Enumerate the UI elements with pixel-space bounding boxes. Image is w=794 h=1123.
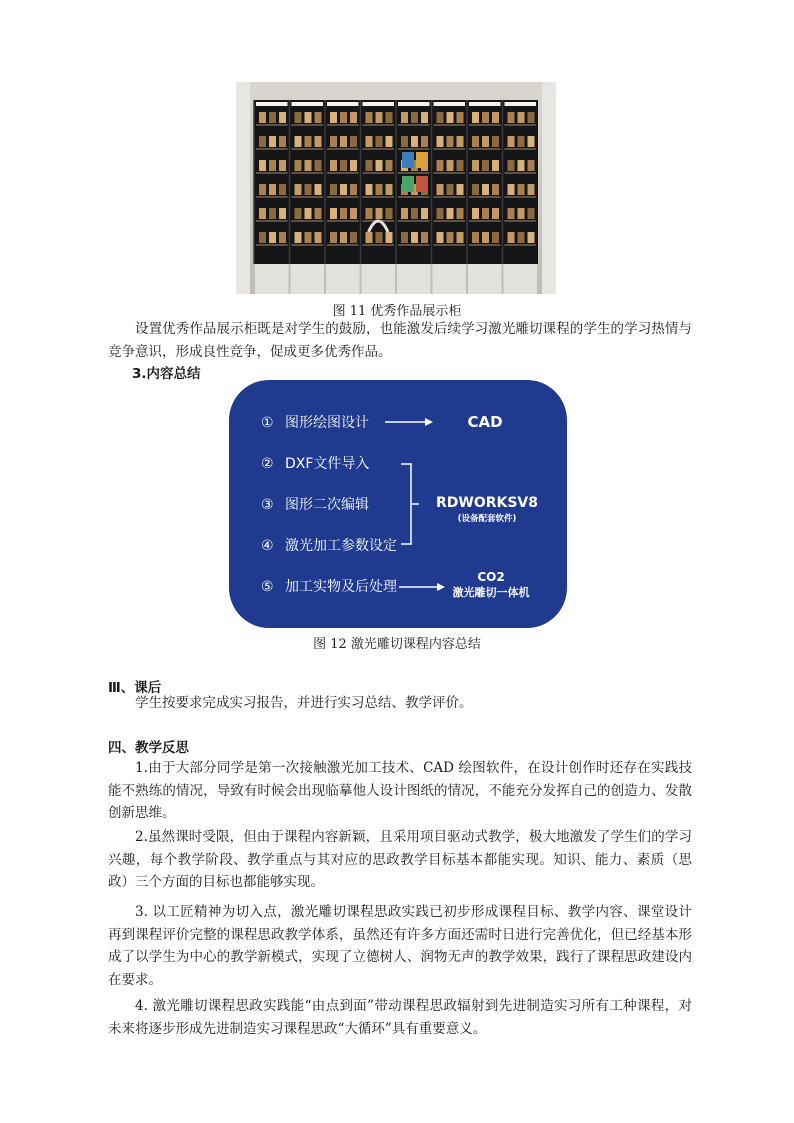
display-item [295,160,302,171]
cabinet-drawer [255,264,289,294]
display-item [340,208,347,219]
cabinet-shelf [292,172,324,174]
display-item [528,112,535,123]
display-item [472,184,479,195]
display-item [376,136,383,147]
cabinet-shelf [434,172,466,174]
display-item [340,136,347,147]
cabinet-shelf [434,148,466,150]
display-item [411,232,418,243]
display-item [315,232,322,243]
cabinet-shelf [363,244,395,246]
cabinet-shelf [327,196,359,198]
cabinet-shelf [327,148,359,150]
cabinet-shelf [434,196,466,198]
display-item [472,208,479,219]
cabinet-drawer [362,264,396,294]
step-2-num: ② [261,456,274,472]
display-item [330,112,337,123]
display-item [340,160,347,171]
display-item [457,208,464,219]
cabinet-shelf [363,172,395,174]
cabinet-shelf [505,172,537,174]
display-item [330,184,337,195]
display-item [376,184,383,195]
display-item [518,208,525,219]
cabinet-shelf [292,148,324,150]
cabinet-drawer [468,264,502,294]
display-item [482,184,489,195]
display-item [437,232,444,243]
cabinet-shelf [363,124,395,126]
display-item [269,160,276,171]
display-item [472,136,479,147]
display-item [350,232,357,243]
display-item [366,136,373,147]
display-item [457,160,464,171]
display-item [295,136,302,147]
step-1-label: 图形绘图设计 [285,415,369,431]
cabinet-shelf [327,244,359,246]
reflection-paragraph-2: 2.虽然课时受限，但由于课程内容新颖，且采用项目驱动式教学，极大地激发了学生们的学习兴趣，每个教学阶段、教学重点与其对应的思政教学目标基本都能实现。知识、能力、素质（思政）三个方面的目标也都能够实现。 [108,829,692,890]
cabinet-light [292,102,324,106]
after-class-heading: Ⅲ、课后 [108,680,162,696]
cabinet-shelf [398,172,430,174]
painting-item [402,176,414,192]
cabinet-shelf [434,244,466,246]
cabinet-drawer [504,264,538,294]
display-item [528,232,535,243]
cabinet-shelf [292,196,324,198]
display-item [457,136,464,147]
display-item [411,208,418,219]
display-item [295,232,302,243]
step-4-label: 激光加工参数设定 [285,538,397,554]
intro-paragraph: 设置优秀作品展示柜既是对学生的鼓励，也能激发后续学习激光雕切课程的学生的学习热情与竞争意识，形成良性竞争，促成更多优秀作品。 [108,321,692,360]
display-item [447,112,454,123]
display-cabinet-photo [236,82,556,294]
display-item [492,160,499,171]
display-item [315,208,322,219]
after-class-text: 学生按要求完成实习报告，并进行实习总结、教学评价。 [135,695,473,711]
display-item [376,112,383,123]
display-item [376,208,383,219]
painting-item [416,176,428,192]
cabinet-shelf [469,124,501,126]
display-item [482,232,489,243]
display-item [518,160,525,171]
display-item [259,232,266,243]
display-item [366,184,373,195]
cabinet-shelf [327,220,359,222]
display-item [386,112,393,123]
display-item [508,136,515,147]
display-item [259,112,266,123]
display-item [305,160,312,171]
display-item [295,184,302,195]
display-item [376,160,383,171]
painting-item [402,152,414,168]
step-4-num: ④ [261,538,274,554]
display-item [457,232,464,243]
display-item [330,208,337,219]
reflection-paragraph-3: 3. 以工匠精神为切入点，激光雕切课程思政实践已初步形成课程目标、教学内容、课堂设计再到课程评价完整的课程思政教学体系，虽然还有许多方面还需时日进行完善优化，但已经基本形成了以学生为中心的教学新模式，实现了立德树人、润物无声的教学效果，践行了课程思政建设内在要求。 [108,904,692,988]
display-item [386,136,393,147]
display-item [279,184,286,195]
display-item [518,232,525,243]
display-item [492,208,499,219]
display-item [386,184,393,195]
cabinet-shelf [256,172,288,174]
cabinet-shelf [469,148,501,150]
display-item [508,232,515,243]
cabinet-shelf [327,124,359,126]
display-item [401,232,408,243]
display-item [305,208,312,219]
display-item [421,136,428,147]
cabinet-shelf [327,172,359,174]
cabinet-shelf [505,148,537,150]
display-item [528,160,535,171]
display-item [386,208,393,219]
cabinet-shelf [434,220,466,222]
display-item [401,136,408,147]
display-item [295,112,302,123]
display-item [421,112,428,123]
cabinet-shelf [256,148,288,150]
display-item [411,136,418,147]
display-item [330,136,337,147]
cad-target: CAD [467,413,503,431]
display-item [340,184,347,195]
display-item [366,112,373,123]
step-3-num: ③ [261,497,274,513]
display-item [437,112,444,123]
cabinet-light [469,102,501,106]
display-item [437,208,444,219]
display-item [421,208,428,219]
cabinet-shelf [398,124,430,126]
figure-11-caption: 图 11 优秀作品展示柜 [332,304,462,319]
step-3-label: 图形二次编辑 [285,497,369,513]
display-item [518,136,525,147]
display-item [269,184,276,195]
display-item [508,184,515,195]
display-item [295,208,302,219]
cabinet-light [398,102,430,106]
cabinet-shelf [256,220,288,222]
display-item [340,112,347,123]
display-item [350,208,357,219]
cabinet-drawer [397,264,431,294]
display-item [279,160,286,171]
cabinet-light [434,102,466,106]
cabinet-shelf [292,244,324,246]
rdworks-target: RDWORKSV8 [435,495,539,511]
cabinet-shelf [469,244,501,246]
reflection-paragraph-4: 4. 激光雕切课程思政实践能“由点到面”带动课程思政辐射到先进制造实习所有工种课程，对未来将逐步形成先进制造实习课程思政“大循环”具有重要意义。 [108,998,692,1037]
display-item [315,160,322,171]
display-item [269,208,276,219]
display-item [447,208,454,219]
rdworks-subtitle: (设备配套软件) [457,514,517,524]
display-item [279,136,286,147]
display-item [437,160,444,171]
cabinet-light [505,102,537,106]
display-item [472,232,479,243]
display-item [366,208,373,219]
display-item [376,232,383,243]
display-item [305,112,312,123]
display-item [518,112,525,123]
display-item [259,184,266,195]
cabinet-shelf [256,244,288,246]
cabinet-shelf [363,196,395,198]
display-item [279,232,286,243]
section-3-heading: 3.内容总结 [132,366,201,382]
display-item [457,184,464,195]
display-item [305,136,312,147]
cabinet-shelf [398,244,430,246]
display-item [421,232,428,243]
display-item [482,136,489,147]
display-item [492,136,499,147]
display-item [305,184,312,195]
cabinet-light [256,102,288,106]
display-item [492,184,499,195]
display-item [330,232,337,243]
display-item [340,232,347,243]
cabinet-shelf [434,124,466,126]
display-item [472,112,479,123]
cabinet-drawer [291,264,325,294]
display-item [528,184,535,195]
display-item [437,184,444,195]
cabinet-shelf [292,124,324,126]
cabinet-shelf [505,220,537,222]
cabinet-shelf [469,196,501,198]
display-item [269,232,276,243]
display-item [411,112,418,123]
display-item [457,112,464,123]
step-5-num: ⑤ [261,579,274,595]
step-5-label: 加工实物及后处理 [285,579,397,595]
display-item [401,112,408,123]
display-item [472,160,479,171]
display-item [447,232,454,243]
display-item [305,232,312,243]
cabinet-drawer [326,264,360,294]
display-item [259,160,266,171]
display-item [437,136,444,147]
display-item [482,208,489,219]
display-item [386,232,393,243]
display-item [482,112,489,123]
cabinet-shelf [469,220,501,222]
display-item [492,112,499,123]
reflection-paragraph-1: 1.由于大部分同学是第一次接触激光加工技术、CAD 绘图软件，在设计创作时还存在实践技能不熟练的情况，导致有时候会出现临摹他人设计图纸的情况，不能充分发挥自己的创造力、发散创新思维。 [108,760,692,821]
display-item [492,232,499,243]
cabinet-shelf [398,148,430,150]
display-item [366,232,373,243]
cabinet-light [363,102,395,106]
display-item [482,160,489,171]
cabinet-shelf [505,124,537,126]
display-item [269,136,276,147]
display-item [269,112,276,123]
display-item [279,208,286,219]
cabinet-shelf [363,148,395,150]
cabinet-shelf [505,244,537,246]
cabinet-shelf [292,220,324,222]
display-item [350,112,357,123]
cabinet-shelf [256,196,288,198]
display-item [528,136,535,147]
display-item [350,184,357,195]
display-item [447,184,454,195]
co2-target-line1: CO2 [477,570,505,584]
cabinet-shelf [398,220,430,222]
display-item [259,208,266,219]
step-2-label: DXF文件导入 [285,456,370,472]
figure-12-caption: 图 12 激光雕切课程内容总结 [313,637,481,652]
display-item [330,160,337,171]
display-item [315,136,322,147]
display-item [279,112,286,123]
display-item [401,208,408,219]
display-item [259,136,266,147]
display-item [386,160,393,171]
display-item [508,160,515,171]
cabinet-shelf [256,124,288,126]
display-item [350,160,357,171]
display-item [508,208,515,219]
co2-target-line2: 激光雕切一体机 [452,586,530,599]
cabinet-drawer [433,264,467,294]
reflection-heading: 四、教学反思 [108,740,189,756]
display-item [528,208,535,219]
display-item [508,112,515,123]
display-item [315,184,322,195]
display-item [518,184,525,195]
step-1-num: ① [261,415,274,431]
content-summary-diagram [229,380,567,628]
cabinet-shelf [469,172,501,174]
display-item [315,112,322,123]
display-item [350,136,357,147]
cabinet-shelf [398,196,430,198]
display-item [447,160,454,171]
display-item [366,160,373,171]
cabinet-shelf [505,196,537,198]
cabinet-light [327,102,359,106]
display-item [447,136,454,147]
painting-item [416,152,428,168]
